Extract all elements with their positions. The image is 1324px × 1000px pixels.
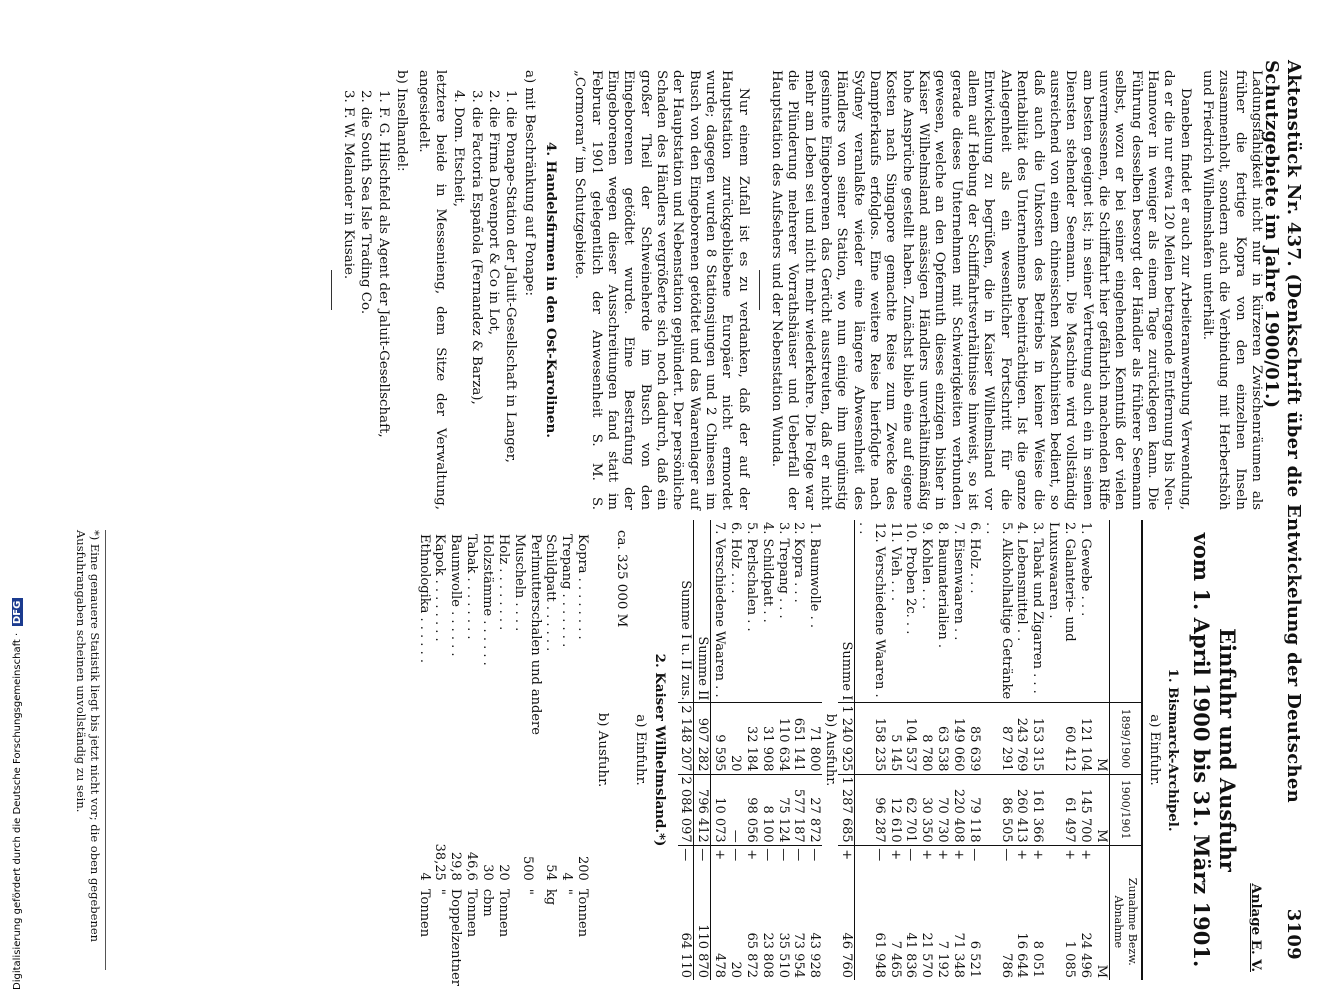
value-1900: 12 610: [887, 774, 903, 845]
change-sign: +: [934, 845, 950, 864]
table-header-row: [1109, 520, 1141, 980]
table-title-line: Einfuhr und Ausfuhr: [1214, 628, 1240, 872]
change-sign: —: [694, 845, 711, 864]
sub-heading: a) Einfuhr.: [633, 714, 649, 786]
list-item: 1. F. G. Hilschfeld als Agent der Jaluit-Gesellschaft,: [375, 90, 391, 438]
table-row: [934, 520, 950, 980]
table-row: [918, 520, 934, 980]
change-sign: —: [775, 845, 791, 864]
change-value: 23 808: [759, 932, 775, 978]
change-sign: +: [838, 845, 854, 864]
change-value: 20: [728, 961, 744, 978]
value-1899: 121 104: [1077, 703, 1093, 774]
table-row: [1077, 520, 1093, 980]
row-label: 7. Verschiedene Waaren . .: [712, 522, 728, 698]
change-value: 16 644: [1014, 932, 1030, 978]
goods-row: [511, 530, 543, 990]
value-1900: 96 287: [855, 774, 887, 845]
change-sign: —: [759, 845, 775, 864]
table-row: [1029, 520, 1045, 980]
firm-list-a: [450, 90, 518, 510]
row-label: 11. Vieh . . .: [887, 522, 903, 601]
table-row: [855, 520, 887, 980]
sub-heading: b) Ausfuhr.: [594, 712, 610, 788]
digitization-credit: Digitalisierung gefördert durch die Deutsche Forschungsgemeinschaft · DFG: [12, 600, 23, 990]
goods-unit: kg: [543, 888, 559, 906]
change-sign: +: [1077, 845, 1093, 864]
table-row: [982, 520, 1014, 980]
goods-quantity: 46,6: [464, 851, 480, 881]
header-title: Aktenstück Nr. 437. (Denkschrift über die Entwickelung der Deutschen Schutzgebiete im Jahre 1900/01.): [1261, 60, 1304, 804]
table-row: [711, 520, 727, 980]
import-rows: [855, 520, 1093, 980]
change-value: 71 348: [951, 932, 967, 978]
goods-name: Kopra . . . . . . . .: [575, 534, 591, 640]
goods-unit: Tonnen: [416, 888, 432, 938]
divider: [759, 270, 760, 310]
paragraph: letztere beide in Messenieng, dem Sitze der Verwaltung, angesiedelt.: [416, 70, 448, 510]
change-value: 1 085: [1062, 940, 1078, 978]
goods-name: Ethnologika . . . . . .: [416, 534, 432, 663]
paragraph: Daneben findet er auch zur Arbeiteranwerbung Verwendung, da er die nur etwa 120 Meilen betragende Entfernung bis Neu-Hannover in weniger als einem Tage zurücklegen kann. Die Führung desselben besorgt der Händler als früherer Seemann selbst, wozu er bei seiner eingehenden Kenntniß der vielen unvermessenen, die Schifffahrt hier gefährlich machenden Riffe am besten geeignet ist; in seiner Vertretung auch ein in seinen Diensten stehender Seemann. Die Maschine wird vollständig ausreichend von einem chinesischen Maschinisten bedient, so daß auch die Unkosten des Betriebs in keiner Weise die Rentabilität des Unternehmens beeinträchtigen. Ist die ganze Anlegenheit als ein wesentlicher Fortschritt für die Entwickelung zu begrüßen, die in Kaiser Wilhelmsland vor allem auf Hebung der Schifffahrtsverhältnisse hinweist, so ist gerade dieses Unternehmen mit Schwierigkeiten verbunden gewesen, welche an den Opfermuth dieses einzigen bisher in Kaiser Wilhelmsland ansässigen Händlers unverhältnißmäßig hohe Ansprüche gestellt haben. Zunächst blieb eine auf eigene Kosten nach Singapore gemachte Reise zum Zwecke des Dampferkaufs erfolglos. Eine weitere Reise hierfolgte nach Sydney veranlaßte wieder eine längere Abwesenheit des Händlers von seiner Station, wo nun einige ihm ungünstig gesinnte Eingeborenen das Gerücht ausstreuten, daß er nicht mehr am Leben sei und nicht mehr wiederkehre. Die Folge war die Plünderung mehrerer Vorrathshäuser und Ueberfall der Hauptstation des Aufsehers und der Nebenstation Wunda.: [769, 70, 1193, 510]
goods-name: Baumwolle . . . . . .: [448, 534, 464, 657]
value-1899: 651 141: [791, 703, 807, 774]
goods-row: [558, 530, 574, 990]
value-1899: 71 800: [806, 703, 822, 774]
value-1900: 8 100: [759, 774, 775, 845]
value-1899: 110 634: [775, 703, 791, 774]
value-1900: 79 118: [966, 774, 982, 845]
goods-row: [416, 530, 432, 990]
sub-heading-row: [822, 520, 838, 980]
value-1900: 30 350: [918, 774, 934, 845]
goods-quantity: 500: [519, 856, 535, 881]
value-1900: 62 701: [903, 774, 919, 845]
change-sign: +: [918, 845, 934, 864]
change-sign: —: [966, 845, 982, 864]
value-1899: 907 282: [694, 703, 711, 774]
change-value: 8 051: [1030, 940, 1046, 978]
value-1899: 243 769: [1014, 703, 1030, 774]
change-sign: —: [791, 845, 807, 864]
change-value: 21 570: [919, 932, 935, 978]
value-1900: 2 084 097: [678, 774, 694, 845]
unit-row: [1093, 520, 1109, 980]
goods-quantity: 4: [416, 872, 432, 881]
goods-name: Holzstämme . . . . . .: [480, 534, 496, 666]
row-label: 2. Kopra . . .: [791, 522, 807, 603]
goods-quantity: 38,25: [432, 843, 448, 881]
change-value: 41 836: [903, 932, 919, 978]
table-row: [903, 520, 919, 980]
goods-unit: ": [559, 888, 575, 895]
change-value: 24 496: [1077, 932, 1093, 978]
value-1899: 1 240 925: [838, 703, 854, 774]
change-sign: +: [743, 845, 759, 864]
table-row: [1045, 520, 1077, 980]
change-sign: +: [711, 845, 727, 864]
value-1900: 98 056: [743, 774, 759, 845]
row-label: 9. Kohlen . . .: [919, 522, 935, 610]
goods-name: Schildpatt . . . . . .: [543, 534, 559, 652]
trade-table: [678, 520, 1143, 980]
row-label: 1. Baumwolle . .: [807, 522, 823, 629]
row-label: 5. Perlschalen . .: [743, 522, 759, 632]
change-value: 46 760: [838, 864, 854, 980]
table-row: [743, 520, 759, 980]
value-1900: 27 872: [806, 774, 822, 845]
column-header: Zunahme Bezw. Abnahme: [1109, 864, 1141, 980]
value-1899: 85 639: [966, 703, 982, 774]
column-header: [1109, 520, 1141, 703]
sub-heading: a) mit Beschränkung auf Ponape:: [521, 70, 537, 297]
export-rows: [711, 520, 823, 980]
row-label: 3. Trepang . . .: [775, 522, 791, 619]
table-row: [727, 520, 743, 980]
list-item: 1. die Ponape-Station der Jaluit-Gesellschaft in Langer,: [503, 90, 519, 463]
sum-row: [838, 520, 854, 980]
running-header: [1261, 60, 1304, 960]
section-heading: 2. Kaiser Wilhelmsland.*): [651, 653, 668, 847]
change-value: 7 192: [935, 940, 951, 978]
import-sum: [822, 520, 854, 980]
goods-unit: Doppelzentner: [448, 888, 464, 986]
goods-quantity: 200: [575, 856, 591, 881]
divider: [331, 270, 332, 310]
change-sign: +: [887, 845, 903, 864]
value-1899: 2 148 207: [678, 703, 694, 774]
table-row: [1014, 520, 1030, 980]
goods-unit: ": [432, 888, 448, 895]
goods-name: Kapok . . . . . . . .: [432, 534, 448, 642]
change-value: 6 521: [966, 940, 982, 978]
value-1900: 75 124: [775, 774, 791, 845]
change-value: 73 954: [791, 932, 807, 978]
change-value: 64 110: [678, 864, 694, 980]
goods-row: [432, 530, 448, 990]
value-1900: 145 700: [1077, 774, 1093, 845]
value-1899: 149 060: [950, 703, 966, 774]
value-1899: 60 412: [1045, 703, 1077, 774]
table-title-line: vom 1. April 1900 bis 31. März 1901.: [1189, 532, 1215, 968]
value-1900: 86 505: [982, 774, 1014, 845]
change-value: 110 870: [694, 864, 711, 980]
goods-quantity: 54: [543, 864, 559, 881]
change-sign: —: [727, 845, 743, 864]
list-item: 4. Dom. Etscheit,: [451, 90, 467, 208]
sum-row: [694, 520, 711, 980]
value-1900: 260 413: [1014, 774, 1030, 845]
row-label: 12. Verschiedene Waaren . . .: [855, 522, 887, 698]
paragraph: Ladungsfähigkeit nicht nur in kürzeren Zwischenräumen als früher die fertige Kopra von den einzelnen Inseln zusammenholt, sondern auch die Verbindung mit Herbertshöh und Friedrich Wilhelmshafen unterhält.: [1199, 70, 1264, 510]
goods-unit: Tonnen: [495, 888, 511, 938]
value-1899: 8 780: [918, 703, 934, 774]
export-goods-table: [416, 530, 590, 990]
section-heading: 4. Handelsfirmen in den Ost-Karolinen.: [542, 142, 559, 438]
change-sign: +: [1045, 845, 1077, 864]
table-row: [966, 520, 982, 980]
goods-name: Perlmutterschalen und andere Muscheln . . . .: [511, 534, 543, 735]
footnote: *) Eine genauere Statistik liegt bis jetzt nicht vor; die oben gegebenen Ausfuhrangaben scheinen unvollständig zu sein.: [74, 530, 106, 970]
goods-name: Trepang . . . . . . .: [559, 534, 575, 648]
row-label: 6. Holz . . .: [728, 522, 744, 594]
goods-name: Holz . . . . . . . .: [495, 534, 511, 631]
list-item: 3. die Factoria Española (Fernandez & Barza),: [468, 90, 484, 405]
text-column: [84, 70, 1264, 510]
change-value: 43 928: [807, 932, 823, 978]
goods-row: [463, 530, 479, 990]
row-label: 1. Gewebe . . .: [1077, 522, 1093, 617]
goods-row: [447, 530, 463, 990]
row-label: 3. Tabak und Zigarren . . .: [1030, 522, 1046, 694]
row-label: 8. Baumaterialien .: [935, 522, 951, 648]
unit-cell: M: [1093, 703, 1109, 774]
change-sign: —: [806, 845, 822, 864]
table-row: [950, 520, 966, 980]
row-label: 10. Proben 2c. . .: [903, 522, 919, 635]
row-label: Summe I u. II zus.: [678, 520, 694, 703]
table-row: [759, 520, 775, 980]
goods-row: [495, 530, 511, 990]
value-1900: 61 497: [1045, 774, 1077, 845]
value-1899: 104 537: [903, 703, 919, 774]
goods-row: [479, 530, 495, 990]
page-number: 3109: [1283, 908, 1304, 960]
column-header: [1109, 845, 1141, 864]
table-row: [791, 520, 807, 980]
table-row: [887, 520, 903, 980]
unit-cell: [1093, 520, 1109, 703]
import-value: ca. 325 000 M: [613, 530, 629, 628]
change-sign: —: [855, 845, 887, 864]
unit-cell: M: [1093, 774, 1109, 845]
value-1899: 158 235: [855, 703, 887, 774]
change-sign: +: [1014, 845, 1030, 864]
list-item: 3. F. W. Melander in Kusaie.: [341, 90, 357, 280]
row-label: Summe I: [838, 520, 854, 703]
sub-heading: b) Ausfuhr.: [823, 713, 839, 787]
row-label: 5. Alkoholhaltige Getränke . .: [982, 522, 1014, 700]
value-1899: 153 315: [1029, 703, 1045, 774]
row-label: Summe II: [694, 520, 711, 703]
goods-unit: ": [519, 888, 535, 895]
value-1899: 87 291: [982, 703, 1014, 774]
change-sign: +: [1029, 845, 1045, 864]
value-1899: 31 908: [759, 703, 775, 774]
row-label: 4. Lebensmittel . .: [1014, 522, 1030, 642]
goods-unit: cbm: [480, 888, 496, 917]
row-label: 4. Schildpatt . .: [759, 522, 775, 623]
value-1900: 1 287 685: [838, 774, 854, 845]
value-1900: 70 730: [934, 774, 950, 845]
unit-cell: [1093, 845, 1109, 864]
value-1899: 20: [727, 703, 743, 774]
firm-list-b: [340, 90, 391, 510]
tables-column: [64, 520, 1264, 986]
dfg-logo: DFG: [12, 600, 23, 624]
credit-text: Digitalisierung gefördert durch die Deutsche Forschungsgemeinschaft: [12, 639, 23, 990]
goods-quantity: 30: [480, 864, 496, 881]
change-sign: —: [678, 845, 694, 864]
goods-row: [574, 530, 590, 990]
goods-quantity: 29,8: [448, 851, 464, 881]
list-item: 2. die South Sea Isle Trading Co.: [358, 90, 374, 315]
value-1900: 161 366: [1029, 774, 1045, 845]
table-row: [806, 520, 822, 980]
goods-unit: Tonnen: [464, 888, 480, 938]
change-sign: —: [982, 845, 1014, 864]
goods-row: [543, 530, 559, 990]
value-1899: 32 184: [743, 703, 759, 774]
list-item: 2. die Firma Davenport & Co in Lot,: [485, 90, 501, 335]
value-1899: 5 145: [887, 703, 903, 774]
value-1900: 577 187: [791, 774, 807, 845]
table-title: [1189, 520, 1239, 980]
row-label: 2. Galanterie- und Luxuswaaren .: [1046, 522, 1078, 642]
goods-rows: [416, 530, 590, 990]
goods-name: Tabak . . . . . . . .: [464, 534, 480, 640]
change-sign: +: [950, 845, 966, 864]
value-1899: 63 538: [934, 703, 950, 774]
section-heading: 1. Bismarck-Archipel.: [1165, 668, 1182, 832]
value-1900: 796 412: [694, 774, 711, 845]
goods-quantity: 20: [495, 864, 511, 881]
row-label: 7. Eisenwaaren . .: [951, 522, 967, 641]
change-value: 61 948: [871, 932, 887, 978]
change-value: 478: [712, 953, 728, 978]
change-value: 786: [998, 953, 1014, 978]
goods-quantity: 4: [559, 872, 575, 881]
paragraph: Nur einem Zufall ist es zu verdanken, daß der auf der Hauptstation zurückgebliebene Europäer nicht ermordet wurde; dagegen wurden 8 Stationsjungen und 2 Chinesen im Busch von den Eingeborenen getödtet und das Waarenlager auf der Hauptstation und Nebenstation geplündert. Der persönliche Schaden des Händlers vergrößerte sich noch dadurch, daß ein großer Theil der Schweineherde im Busch von den Eingeborenen getödtet wurde. Eine Bestrafung der Eingeborenen wegen dieser Ausschreitungen fand statt im Februar 1901 gelegentlich der Anwesenheit S. M. S. „Cormoran“ im Schutzgebiete.: [572, 70, 751, 510]
unit-cell: M: [1093, 964, 1109, 978]
value-1900: 220 408: [950, 774, 966, 845]
sub-heading: a) Einfuhr.: [1146, 714, 1162, 786]
sum-row: [678, 520, 694, 980]
change-value: 7 465: [887, 940, 903, 978]
change-value: 65 872: [743, 932, 759, 978]
export-sums: [678, 520, 711, 980]
value-1900: 10 073: [711, 774, 727, 845]
column-header: 1900/1901: [1109, 774, 1141, 845]
appendix-label: Anlage E. V.: [1248, 883, 1264, 972]
change-value: 35 510: [775, 932, 791, 978]
column-header: 1899/1900: [1109, 703, 1141, 774]
goods-unit: Tonnen: [575, 888, 591, 938]
change-sign: —: [903, 845, 919, 864]
value-1900: —: [727, 774, 743, 845]
table-row: [775, 520, 791, 980]
value-1899: 9 595: [711, 703, 727, 774]
sub-heading: b) Inselhandel:: [394, 70, 410, 172]
row-label: 6. Holz . . .: [966, 522, 982, 594]
